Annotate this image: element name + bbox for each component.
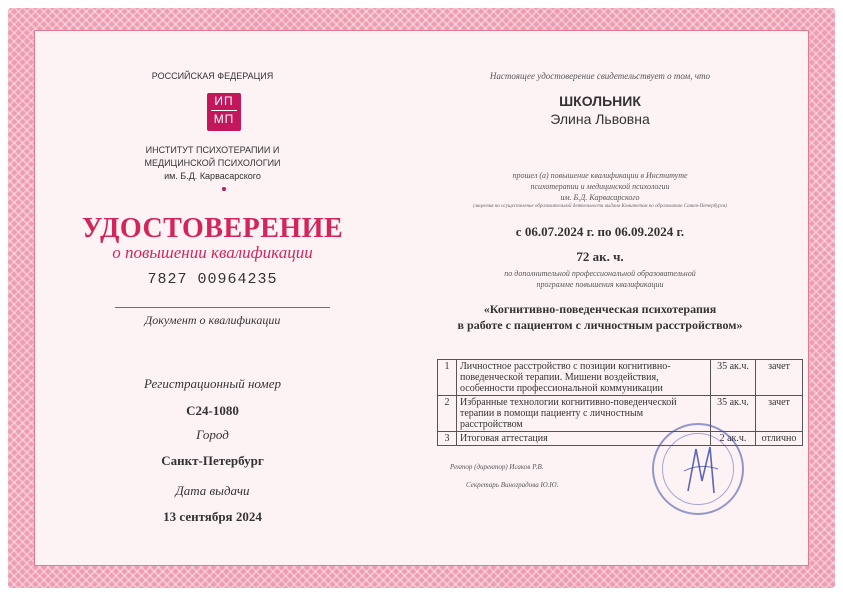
logo-text-bottom: МП [211,110,237,128]
table-row [438,432,803,446]
table-row [438,360,803,396]
module-hours: 35 ак.ч. [711,360,756,396]
module-title: Личностное расстройство с позиции когнитивно-поведенческой терапии. Мишени воздействия, особенности профессиональной коммуникации [457,360,711,396]
registration-number: С24-1080 [186,403,239,418]
issue-date-value: 13 сентября 2024 [163,509,262,524]
program-title-line-2: в работе с пациентом с личностным расстройством» [457,318,743,332]
recipient-given-names: Элина Львовна [550,111,650,127]
registration-label: Регистрационный номер [144,376,281,391]
right-panel [390,31,810,565]
document-type: Документ о квалификации [144,313,281,327]
decorative-dot [222,187,226,191]
logo-text-top: ИП [214,94,234,108]
certificate-body [34,30,809,566]
module-title: Избранные технологии когнитивно-поведенческой терапии в помощи пациенту с личностным расстройством [457,396,711,432]
institute-line-1: ИНСТИТУТ ПСИХОТЕРАПИИ И [145,145,280,155]
course-hours: 72 ак. ч. [576,249,624,264]
city-value: Санкт-Петербург [161,453,264,468]
program-text-line-2: программе повышения квалификации [536,280,664,289]
course-period: с 06.07.2024 г. по 06.09.2024 г. [515,224,685,239]
modules-table [437,359,803,446]
city-label: Город [196,427,229,442]
module-result: зачет [756,360,803,396]
module-title: Итоговая аттестация [457,432,711,446]
program-title-line-1: «Когнитивно-поведенческая психотерапия [483,302,717,316]
country-name: РОССИЙСКАЯ ФЕДЕРАЦИЯ [151,71,274,81]
signature-mark [682,441,720,499]
divider-line [115,307,330,308]
certifies-text: Настоящее удостоверение свидетельствует о том, что [489,71,711,81]
module-result: отлично [756,432,803,446]
institute-line-2: МЕДИЦИНСКОЙ ПСИХОЛОГИИ [144,158,281,168]
left-panel [35,31,390,565]
license-text: (лицензия на осуществление образовательной деятельности выдана Комитетом по образованию Санкт-Петербурга) [473,204,727,209]
issue-date-label: Дата выдачи [175,483,250,498]
program-text-line-1: по дополнительной профессиональной образовательной [504,269,696,278]
document-title: УДОСТОВЕРЕНИЕ [81,213,344,244]
recipient-surname: ШКОЛЬНИК [559,93,641,109]
module-hours: 35 ак.ч. [711,396,756,432]
passed-text-line-3: им. Б.Д. Карвасарского [560,193,640,202]
document-subtitle: о повышении квалификации [112,243,313,262]
rector-signature-line: Ректор (директор) Исаков Р.В. [450,463,544,471]
passed-text-line-1: прошел (а) повышение квалификации в Институте [512,171,688,180]
module-number: 3 [438,432,457,446]
passed-text-line-2: психотерапии и медицинской психологии [530,182,670,191]
institute-line-3: им. Б.Д. Карвасарского [164,171,261,181]
serial-number: 7827 00964235 [147,271,278,288]
module-result: зачет [756,396,803,432]
module-number: 1 [438,360,457,396]
table-row [438,396,803,432]
module-hours: 2 ак.ч. [711,432,756,446]
secretary-signature-line: Секретарь Виноградова Ю.Ю. [466,481,559,489]
module-number: 2 [438,396,457,432]
institute-logo [207,93,241,131]
